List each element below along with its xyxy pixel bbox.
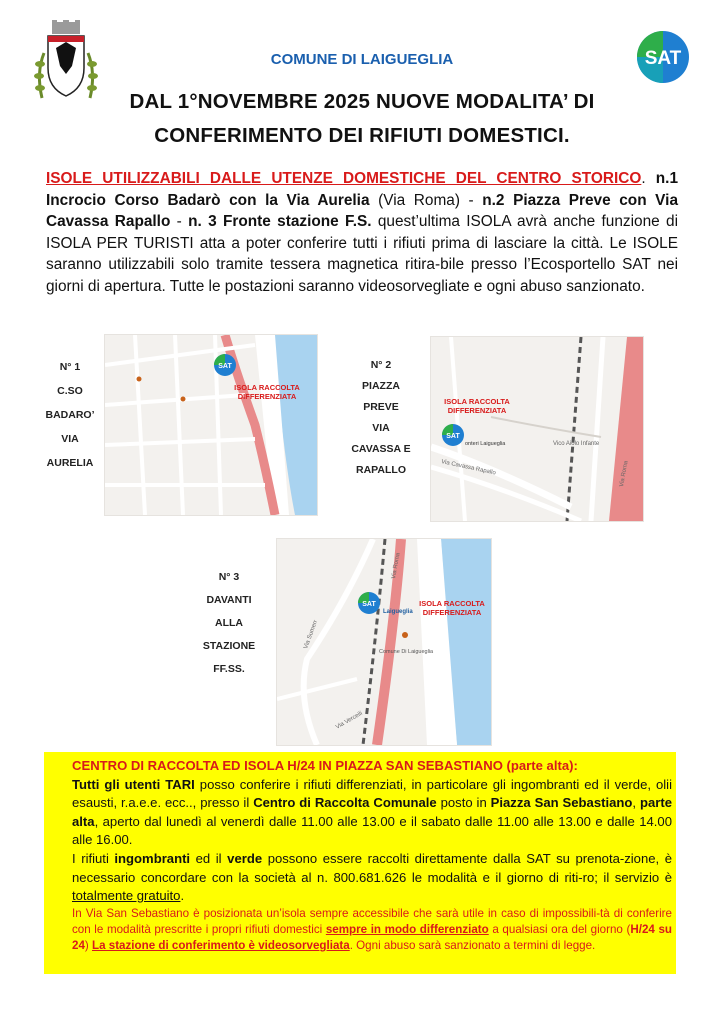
notice-bold: Centro di Raccolta Comunale — [253, 795, 437, 811]
sat-logo-text: SAT — [644, 48, 682, 69]
map2-caption-line: VIA — [372, 422, 390, 434]
map1-tag-line: ISOLA RACCOLTA — [234, 383, 300, 392]
map2-street-label: Via Cavassa Rapallo — [440, 459, 497, 477]
notice-text-run: . Ogni abuso sarà sanzionato a termini di legge. — [349, 939, 596, 953]
map2-tag-line: DIFFERENZIATA — [447, 406, 507, 415]
page-title-line1: DAL 1°NOVEMBRE 2025 NUOVE MODALITA’ DI — [129, 90, 595, 113]
map1-island-tag — [225, 383, 309, 401]
map3-poi-label: Laigueglia — [383, 609, 413, 615]
map1-svg — [105, 335, 317, 515]
map1-caption-line: BADARO’ — [45, 409, 95, 421]
notice-text — [72, 757, 672, 954]
notice-text-run: , aperto dal lunedì al venerdì dalle 11.00 alle 13.00 e il sabato dalle 11.00 alle 13.00 e dalle 14.00 alle 16.00. — [72, 813, 672, 848]
notice-bold: parte alta — [72, 795, 672, 829]
notice-underlined: sempre in modo differenziato — [325, 922, 489, 936]
intro-heading-end: . — [641, 170, 646, 187]
notice-text-run: posto in — [436, 795, 491, 811]
map3-street-label: Via Roma — [391, 552, 402, 580]
intro-heading: ISOLE UTILIZZABILI DALLE UTENZE DOMESTICHE DEL CENTRO STORICO — [46, 170, 642, 187]
intro-text: quest’ultima ISOLA avrà anche funzione di ISOLA PER TURISTI atta a poter conferire tutti i rifiuti prima di lasciare la città. Le ISOLE saranno utilizzabili solo tramite tessera magnetica ritira-bile presso l’Ecosportello SAT nei giorni di apertura. Tutte le postazioni saranno videosorvegliate e ogni abuso sanzionato. — [46, 213, 678, 295]
intro-text: (Via Roma) - — [369, 191, 483, 209]
notice-bold: verde — [227, 850, 263, 866]
map2-caption-line: PIAZZA — [362, 380, 400, 392]
map2-island-tag — [437, 397, 517, 415]
notice-text-run: ed il — [190, 850, 228, 866]
map2-street-label: Vico Aiolo Infante — [553, 441, 600, 447]
map2-tag-line: ISOLA RACCOLTA — [444, 397, 510, 406]
notice-heading: CENTRO DI RACCOLTA ED ISOLA H/24 IN PIAZZA SAN SEBASTIANO (parte alta): — [72, 758, 578, 773]
page-title-line2: CONFERIMENTO DEI RIFIUTI DOMESTICI. — [154, 124, 570, 147]
map-island-3 — [276, 538, 492, 746]
notice-paragraph-2 — [72, 850, 672, 906]
map1-tag-line: DIFFERENZIATA — [237, 392, 297, 401]
notice-text-run: ) — [84, 939, 92, 953]
map2-caption — [334, 355, 428, 481]
notice-text-run: . — [180, 888, 185, 904]
notice-text-run: posso conferire i rifiuti differenziati, in particolare gli ingombranti ed il verde, olii esausti, r.a.e.e. ecc.., presso il — [72, 776, 672, 811]
map3-caption-line: ALLA — [215, 617, 243, 629]
map3-svg — [277, 539, 491, 745]
map2-caption-line: PREVE — [363, 401, 399, 413]
notice-bold: Tutti gli utenti TARI — [72, 776, 195, 792]
map1-number: N° 1 — [59, 361, 81, 373]
intro-text: - — [170, 213, 189, 230]
map3-sat-marker-text: SAT — [362, 601, 376, 608]
map2-poi-label: onteri Laigueglia — [465, 441, 506, 447]
map2-caption-line: CAVASSA E — [351, 443, 411, 455]
map-island-1 — [104, 334, 318, 516]
map3-caption-line: FF.SS. — [213, 663, 245, 675]
notice-text-run: In Via San Sebastiano è posizionata un’isola sempre accessibile che sarà utile in caso di impossibili-tà di conferire con le modalità prescritte i propri rifiuti domestici — [72, 906, 672, 936]
notice-text-run: a qualsiasi ora del giorno ( — [488, 922, 631, 936]
intro-paragraph — [46, 168, 678, 297]
island-1-name: n.1 Incrocio Corso Badarò con la Via Aurelia — [46, 170, 679, 209]
notice-bold: ingombranti — [114, 850, 191, 866]
island-2-name: n.2 Piazza Preve con Via Cavassa Rapallo — [46, 191, 679, 230]
map3-caption-line: STAZIONE — [202, 640, 256, 652]
notice-underlined: totalmente gratuito — [72, 888, 181, 904]
map2-caption-line: RAPALLO — [356, 464, 406, 476]
map2-street-label: Via Roma — [619, 460, 630, 488]
map1-sat-marker-text: SAT — [218, 363, 232, 370]
map3-number: N° 3 — [218, 571, 240, 583]
map1-caption-line: AURELIA — [46, 457, 94, 469]
map1-caption-line: C.SO — [57, 385, 83, 397]
notice-text-run: , — [632, 795, 640, 811]
map3-poi-label: Comune Di Laigueglia — [379, 649, 434, 655]
map3-caption — [186, 566, 272, 681]
map3-street-label: Via Sumerr — [303, 619, 320, 650]
map3-tag-line: ISOLA RACCOLTA — [419, 599, 485, 608]
map3-tag-line: DIFFERENZIATA — [422, 608, 482, 617]
map2-svg — [431, 337, 643, 521]
map2-number: N° 2 — [370, 359, 392, 371]
notice-bold: Piazza San Sebastiano — [490, 795, 633, 811]
notice-bold: H/24 su 24 — [72, 922, 672, 953]
map3-caption-line: DAVANTI — [206, 594, 252, 606]
map3-island-tag — [413, 599, 491, 617]
map1-caption-line: VIA — [61, 433, 79, 445]
notice-paragraph-1 — [72, 776, 672, 850]
notice-paragraph-3 — [72, 906, 672, 955]
municipality-name: COMUNE DI LAIGUEGLIA — [270, 51, 454, 68]
island-3-name: n. 3 Fronte stazione F.S. — [188, 213, 372, 230]
map-island-2 — [430, 336, 644, 522]
map3-street-label: Via Verceili — [335, 710, 364, 731]
map2-sat-marker-text: SAT — [446, 433, 460, 440]
notice-text-run: possono essere raccolti direttamente dalla SAT su prenota-zione, è necessario concordare con la società al n. 800.681.626 le modalità e il giorno di riti-ro; il servizio è — [72, 850, 673, 885]
map1-caption — [40, 355, 100, 475]
notice-text-run: I rifiuti — [72, 850, 115, 866]
notice-underlined: La stazione di conferimento è videosorvegliata — [92, 939, 350, 953]
